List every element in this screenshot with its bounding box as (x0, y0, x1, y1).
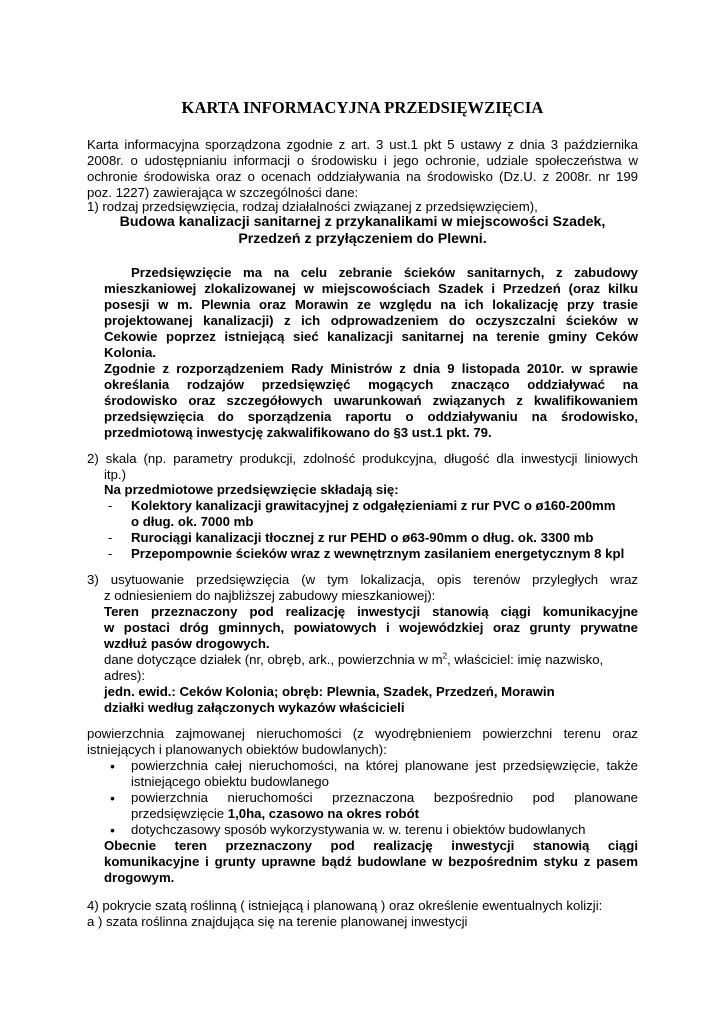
dash-marker: - (108, 498, 113, 513)
regulation-line-1: Zgodnie z rozporządzeniem Rady Ministrów z dnia 9 listopada 2010r. w sprawie (104, 361, 638, 376)
location-line-1: Teren przeznaczony pod realizację inwestycji stanowią ciągi komunikacyjne (104, 604, 638, 619)
intro-line-3: ochronie środowiska oraz o ocenach oddziaływania na środowisko (Dz.U. z 2008r. nr 199 (87, 169, 638, 184)
area-summary-line-3: drogowym. (104, 870, 175, 885)
scale-item-2: Rurociągi kanalizacji tłocznej z rur PEHD o ø63-90mm o dług. ok. 3300 mb (131, 530, 594, 545)
description-line-4: projektowanej kanalizacji) z ich odprowadzeniem do oczyszczalni ścieków w (104, 313, 638, 328)
section-3-heading-line-1: 3) usytuowanie przedsięwzięcia (w tym lokalizacja, opis terenów przyległych wraz (87, 572, 638, 587)
area-summary-line-2: komunikacyjne i grunty uprawne bądź budowlane w bezpośrednim styku z pasem (104, 854, 638, 869)
project-title-line-2: Przedzeń z przyłączeniem do Plewni. (238, 231, 487, 247)
intro-line-1: Karta informacyjna sporządzona zgodnie z art. 3 ust.1 pkt 5 ustawy z dnia 3 października (87, 137, 638, 152)
regulation-line-5: przedmiotową inwestycję zakwalifikowano do §3 ust.1 pkt. 79. (104, 425, 492, 440)
location-line-2: w postaci dróg gminnych, powiatowych i wojewódzkiej oraz grunty prywatne (104, 620, 638, 635)
scale-item-1-line-2: o dług. ok. 7000 mb (131, 514, 254, 529)
scale-lead: Na przedmiotowe przedsięwzięcie składają się: (104, 482, 399, 497)
plots-line-2: działki według załączonych wykazów właścicieli (104, 700, 405, 715)
intro-line-2: 2008r. o udostępnianiu informacji o środowisku i jego ochronie, udziale społeczeństwa w (87, 153, 638, 168)
description-line-3: posesji w m. Plewnia oraz Morawin ze względu na ich lokalizację przy trasie (104, 297, 638, 312)
section-1-heading: 1) rodzaj przedsięwzięcia, rodzaj działalności związanej z przedsięwzięciem), (87, 199, 538, 214)
dash-marker: - (108, 530, 113, 545)
location-line-3: wzdłuż pasów drogowych. (104, 636, 270, 651)
scale-item-3: Przepompownie ścieków wraz z wewnętrznym zasilaniem energetycznym 8 kpl (131, 546, 625, 561)
plot-data-line-2: adres): (104, 668, 146, 683)
section-2-heading-line-1: 2) skala (np. parametry produkcji, zdolność produkcyjna, długość dla inwestycji liniowych (87, 451, 638, 466)
intro-line-4: poz. 1227) zawierająca w szczególności dane: (87, 185, 359, 200)
regulation-line-3: środowisko oraz szczegółowych uwarunkowań związanych z kwalifikowaniem (104, 393, 638, 408)
area-intro-line-2: istniejących i planowanych obiektów budowlanych): (87, 742, 387, 757)
dash-marker: - (108, 546, 113, 561)
bullet-marker: • (110, 822, 115, 838)
bullet-marker: • (110, 790, 115, 806)
section-4-sub-a: a ) szata roślinna znajdująca się na terenie planowanej inwestycji (87, 914, 468, 929)
area-bullet-2-line-1: powierzchnia nieruchomości przeznaczona bezpośrednio pod planowane (131, 790, 638, 805)
section-3-heading-line-2: z odniesieniem do najbliższej zabudowy mieszkaniowej): (104, 588, 436, 603)
superscript: 2 (442, 651, 448, 661)
area-bullet-3: dotychczasowy sposób wykorzystywania w. w. terenu i obiektów budowlanych (131, 822, 586, 837)
scale-item-1-line-1: Kolektory kanalizacji grawitacyjnej z odgałęzieniami z rur PVC o ø160-200mm (131, 498, 616, 513)
section-2-heading-line-2: itp.) (104, 467, 126, 482)
regulation-line-4: przedsięwzięcia do sporządzenia raportu o oddziaływaniu na środowisko, (104, 409, 638, 424)
section-4-heading: 4) pokrycie szatą roślinną ( istniejącą i planowaną ) oraz określenie ewentualnych kolizji: (87, 898, 603, 913)
description-line-2: mieszkaniowej zlokalizowanej w miejscowościach Szadek i Przedzeń (oraz kilku (104, 281, 638, 296)
area-bullet-1-line-2: istniejącego obiektu budowlanego (131, 774, 329, 789)
plots-line-1: jedn. ewid.: Ceków Kolonia; obręb: Plewnia, Szadek, Przedzeń, Morawin (104, 684, 555, 699)
area-intro-line-1: powierzchnia zajmowanej nieruchomości (z wyodrębnieniem powierzchni terenu oraz (87, 726, 638, 741)
area-bullet-1-line-1: powierzchnia całej nieruchomości, na której planowane jest przedsięwzięcie, także (131, 758, 638, 773)
plot-data-line-1 (104, 652, 603, 668)
bullet-marker: • (110, 758, 115, 774)
area-bullet-2-value: 1,0ha, czasowo na okres robót (227, 806, 420, 821)
description-line-5: Cekowie poprzez istniejącą sieć kanalizacji sanitarnej na terenie gminy Ceków (104, 329, 638, 344)
area-bullet-2-text: przedsięwzięcie (131, 806, 228, 821)
description-line-1: Przedsięwzięcie ma na celu zebranie ścieków sanitarnych, z zabudowy (131, 265, 638, 280)
area-bullet-2-line-2 (131, 806, 419, 822)
regulation-line-2: określania rodzajów przedsięwzięć mogących znacząco oddziaływać na (104, 377, 638, 392)
page-title: KARTA INFORMACYJNA PRZEDSIĘWZIĘCIA (181, 98, 544, 117)
project-title-line-1: Budowa kanalizacji sanitarnej z przykanalikami w miejscowości Szadek, (119, 214, 606, 230)
area-summary-line-1: Obecnie teren przeznaczony pod realizację inwestycji stanowią ciągi (104, 838, 638, 853)
plot-data-text: dane dotyczące działek (nr, obręb, ark., powierzchnia w m (104, 652, 443, 667)
description-line-6: Kolonia. (104, 345, 157, 360)
plot-data-text-end: , właściciel: imię nazwisko, (447, 652, 604, 667)
